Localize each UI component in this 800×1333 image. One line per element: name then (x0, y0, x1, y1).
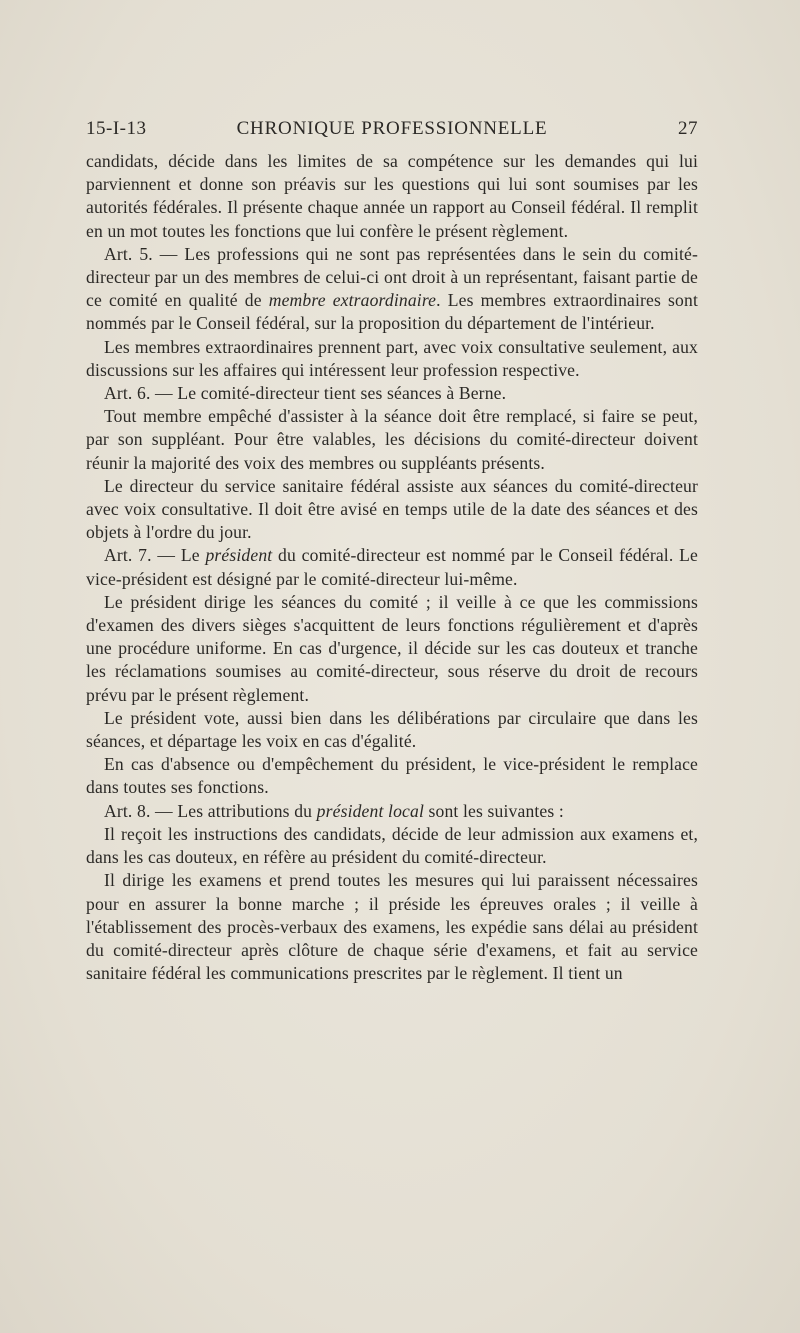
paragraph-article-8: Art. 8. — Les attributions du président local sont les suivantes : (104, 800, 564, 821)
paragraph-12: Il reçoit les instructions des candidats, décide de leur admission aux examens et, dans les cas douteux, en réfère au président du comité-directeur. (86, 823, 698, 868)
body-text (86, 150, 698, 985)
paragraph-13: Il dirige les examens et prend toutes les mesures qui lui paraissent nécessaires pour en assurer la bonne marche ; il préside les épreuves orales ; il veille à l'établissement des procès-verbaux des examens, les expédie sans délai au président du comité-directeur après clôture de chaque série d'examens, et fait au service sanitaire fédéral les communications prescrites par le règlement. Il tient un (86, 870, 698, 984)
paragraph-6: Le directeur du service sanitaire fédéral assiste aux séances du comité-directeur avec voix consultative. Il doit être avisé en temps utile de la date des séances et des objets à l'ordre du jour. (86, 475, 698, 543)
paragraph-9: Le président vote, aussi bien dans les délibérations par circulaire que dans les séances, et départage les voix en cas d'égalité. (86, 707, 698, 752)
paragraph-article-7: Art. 7. — Le président du comité-directeur est nommé par le Conseil fédéral. Le vice-président est désigné par le comité-directeur lui-même. (86, 545, 698, 589)
emphasis-president: président (205, 545, 273, 566)
paragraph-article-6: Art. 6. — Le comité-directeur tient ses séances à Berne. (104, 383, 507, 404)
emphasis-president-local: président local (316, 800, 424, 821)
paragraph-1: candidats, décide dans les limites de sa compétence sur les demandes qui lui parviennent et donne son préavis sur les questions qui lui sont soumises par les autorités fédérales. Il présente chaque année un rapport au Conseil fédéral. Il remplit en un mot toutes les fonctions que lui confère le présent règlement. (86, 151, 698, 241)
header-date: 15-I-13 (86, 118, 147, 139)
running-header (86, 118, 698, 146)
header-title: CHRONIQUE PROFESSIONNELLE (236, 118, 548, 139)
paragraph-5: Tout membre empêché d'assister à la séance doit être remplacé, si faire se peut, par son suppléant. Pour être valables, les décisions du comité-directeur doivent réunir la majorité des voix des membres ou suppléants présents. (86, 406, 698, 473)
page-number: 27 (678, 118, 698, 139)
emphasis-membre-extraordinaire: membre extraordinaire (268, 290, 437, 311)
paragraph-8: Le président dirige les séances du comité ; il veille à ce que les commissions d'examen des divers sièges s'acquittent de leurs fonctions régulièrement et d'après une procédure uniforme. En cas d'urgence, il décide sur les cas douteux et tranche les réclamations soumises au comité-directeur, sous réserve du droit de recours prévu par le présent règlement. (86, 591, 698, 705)
paragraph-3: Les membres extraordinaires prennent part, avec voix consultative seulement, aux discussions sur les affaires qui intéressent leur profession respective. (86, 336, 698, 380)
paragraph-article-5: Art. 5. — Les professions qui ne sont pas représentées dans le sein du comité-directeur par un des membres de celui-ci ont droit à un représentant, faisant partie de ce comité en qualité de membre extraordinaire. Les membres extraordinaires sont nommés par le Conseil fédéral, sur la proposition du département de l'intérieur. (86, 243, 698, 334)
paragraph-10: En cas d'absence ou d'empêchement du président, le vice-président le remplace dans toutes ses fonctions. (86, 754, 698, 798)
